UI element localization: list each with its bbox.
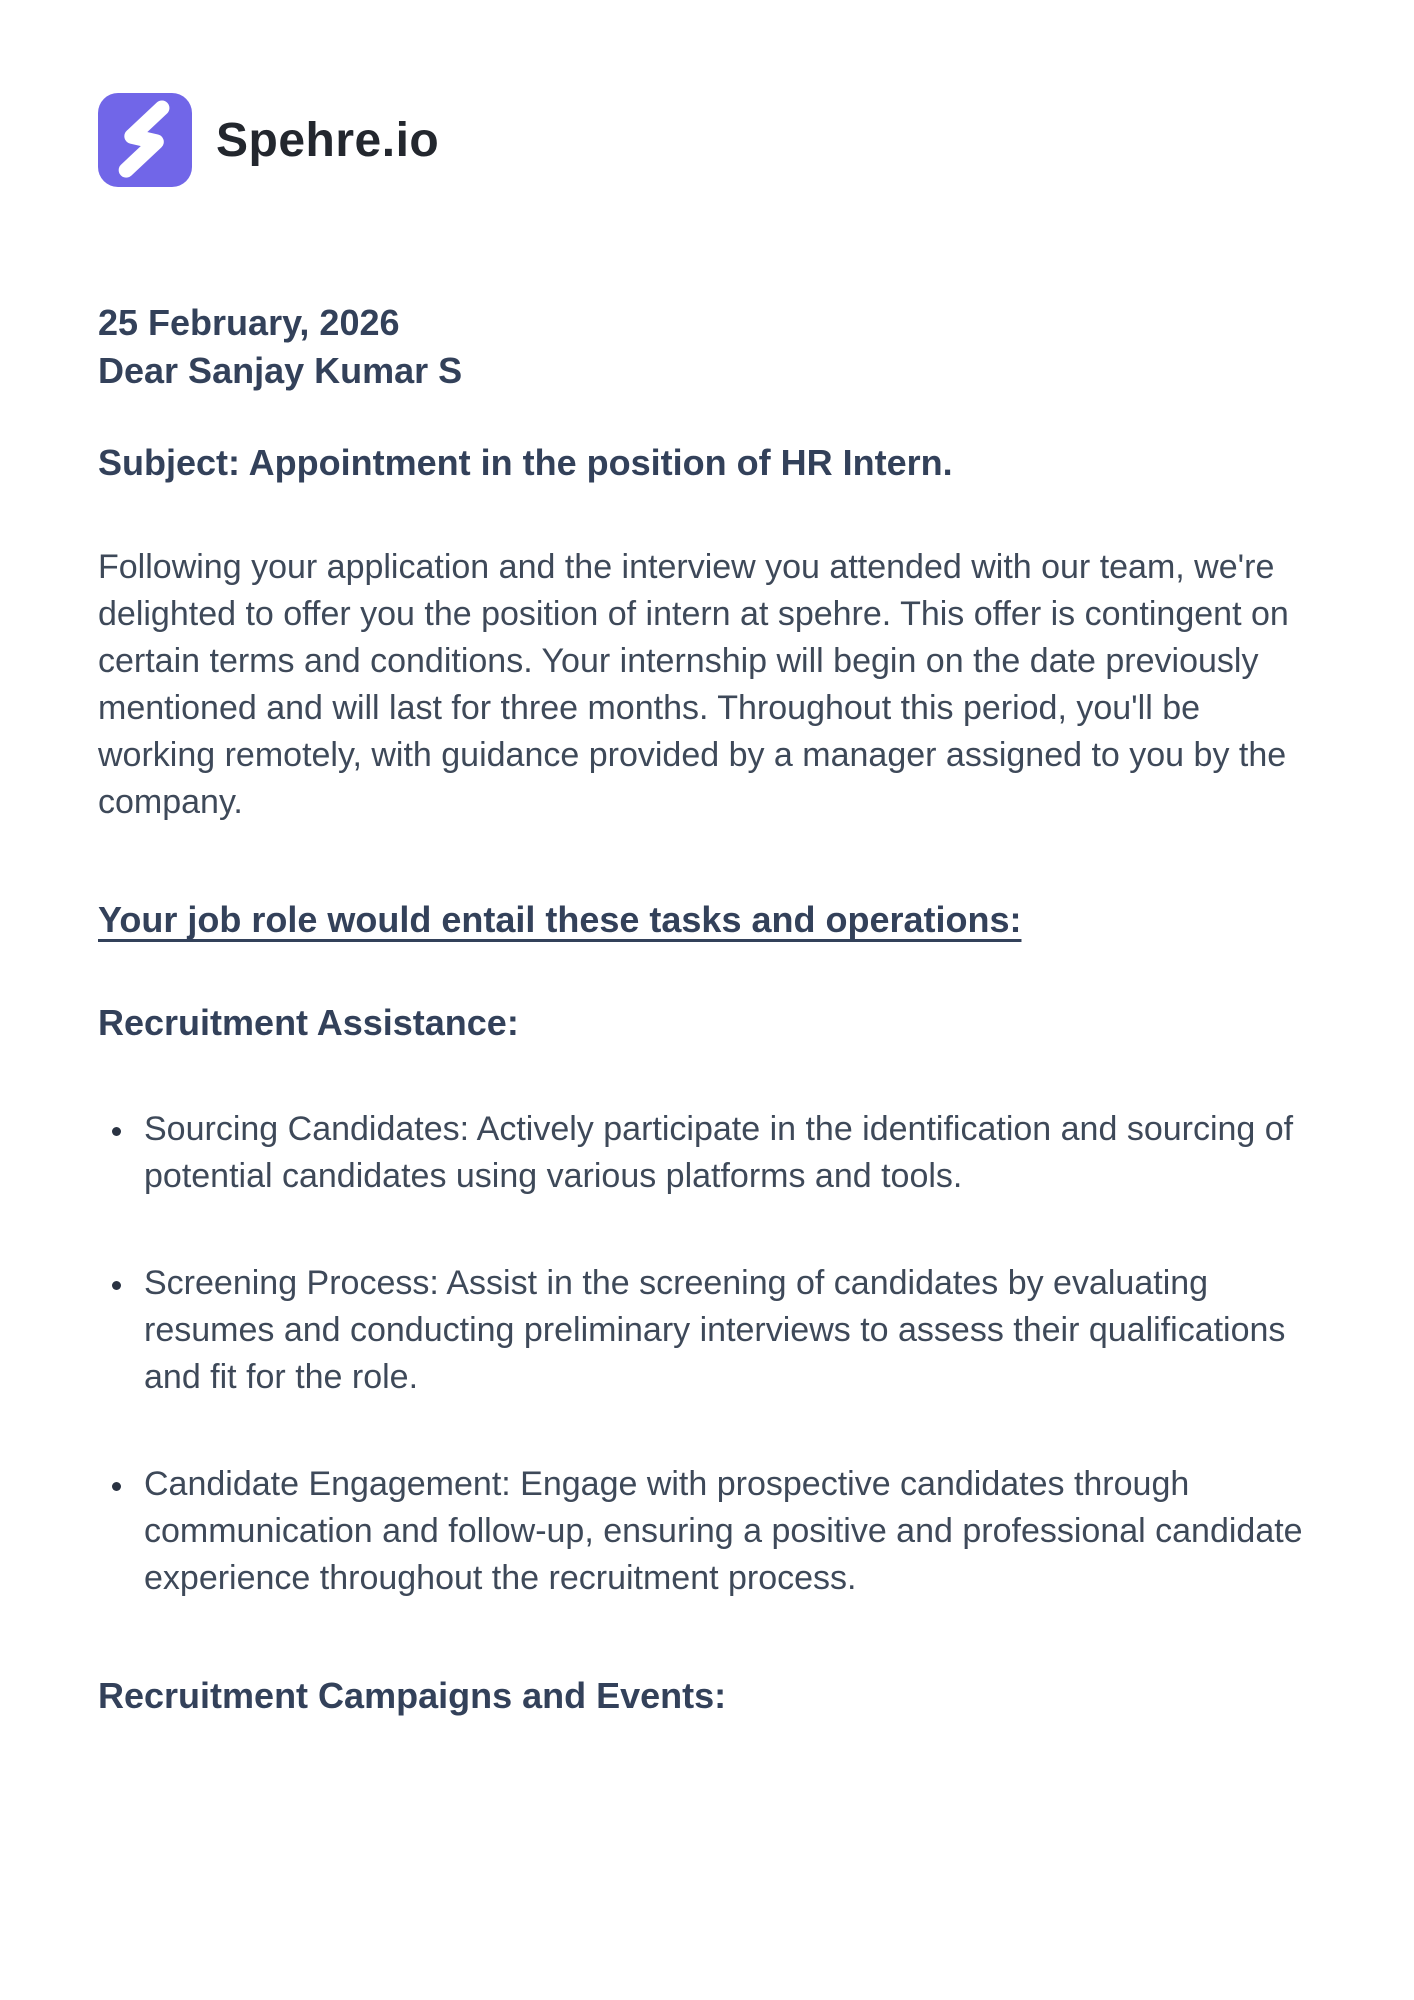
section-recruitment-assistance-title: Recruitment Assistance: — [98, 1002, 519, 1043]
intro-paragraph: Following your application and the interview you attended with our team, we're delighted to offer you the position of intern at spehre. This offer is contingent on certain terms and conditions. Your internship will begin on the date previously mentioned and will last for three months. Throughout this period, you'll be working remotely, with guidance provided by a manager assigned to you by the company. — [98, 548, 1289, 821]
tasks-heading: Your job role would entail these tasks and operations: — [98, 899, 1022, 940]
s-bolt-icon — [98, 93, 192, 187]
subject-line: Subject: Appointment in the position of HR Intern. — [98, 442, 953, 483]
spehre-logo — [98, 93, 192, 187]
task-list — [98, 1106, 1316, 1602]
letter-greeting: Dear Sanjay Kumar S — [98, 350, 463, 391]
date-greeting-block — [98, 299, 1316, 395]
section-recruitment-campaigns — [98, 1672, 1316, 1719]
task-item: • Screening Process: Assist in the screening of candidates by evaluating resumes and conducting preliminary interviews to assess their qualifications and fit for the role. — [136, 1260, 1316, 1401]
brand-name: Spehre.io — [216, 113, 440, 167]
task-item: • Candidate Engagement: Engage with prospective candidates through communication and follow-up, ensuring a positive and professional candidate experience throughout the recruitment process. — [136, 1461, 1316, 1602]
brand-header — [98, 93, 1316, 187]
letter-date: 25 February, 2026 — [98, 302, 400, 343]
task-item: • Sourcing Candidates: Actively participate in the identification and sourcing of potential candidates using various platforms and tools. — [136, 1106, 1316, 1200]
section-recruitment-campaigns-title: Recruitment Campaigns and Events: — [98, 1675, 727, 1716]
section-recruitment-assistance — [98, 999, 1316, 1602]
